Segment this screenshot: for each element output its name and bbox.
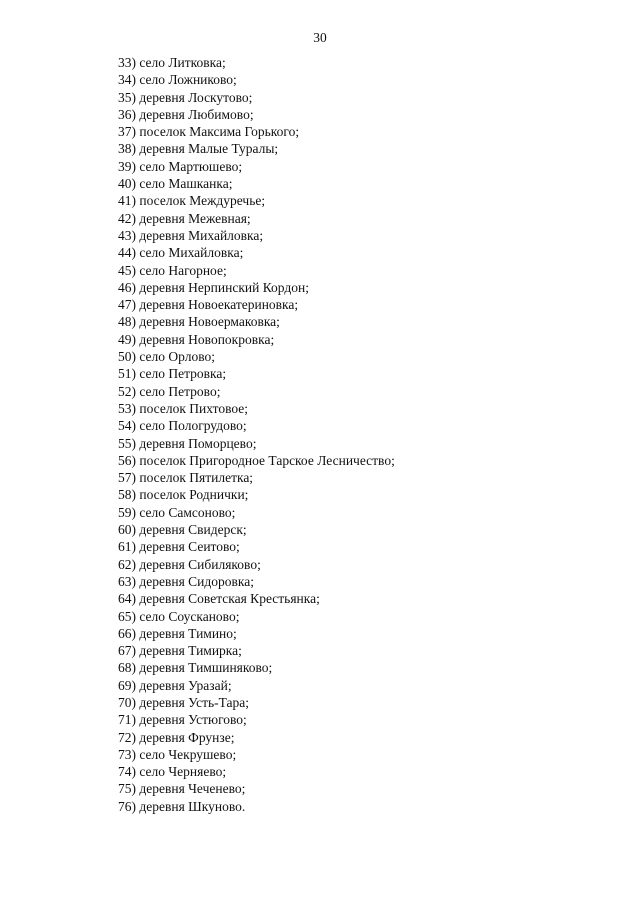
list-item: 75) деревня Чеченево;: [118, 781, 246, 797]
list-item: 46) деревня Нерпинский Кордон;: [118, 279, 309, 295]
list-item: 61) деревня Сеитово;: [118, 539, 240, 555]
list-item: 60) деревня Свидерск;: [118, 522, 247, 538]
page-number: 30: [313, 30, 327, 45]
list-item: 34) село Ложниково;: [118, 72, 237, 88]
list-item: 33) село Литковка;: [118, 55, 226, 70]
list-item: 68) деревня Тимшиняково;: [118, 660, 273, 676]
list-item: 37) поселок Максима Горького;: [118, 124, 300, 140]
list-item: 40) село Машканка;: [118, 176, 233, 192]
list-item: 67) деревня Тимирка;: [118, 643, 242, 659]
list-item: 59) село Самсоново;: [118, 504, 236, 520]
list-item: 39) село Мартюшево;: [118, 158, 243, 174]
list-item: 69) деревня Уразай;: [118, 677, 232, 693]
settlement-list: [118, 54, 395, 815]
list-item: 64) деревня Советская Крестьянка;: [118, 591, 320, 607]
list-item: 74) село Черняево;: [118, 764, 227, 780]
list-item: 51) село Петровка;: [118, 366, 227, 382]
list-item: 38) деревня Малые Туралы;: [118, 141, 279, 157]
list-item: 62) деревня Сибиляково;: [118, 556, 261, 572]
list-item: 76) деревня Шкуново.: [118, 798, 246, 814]
list-item: 58) поселок Роднички;: [118, 487, 249, 503]
list-item: 53) поселок Пихтовое;: [118, 400, 249, 416]
list-item: 54) село Пологрудово;: [118, 418, 247, 434]
list-item: 63) деревня Сидоровка;: [118, 573, 254, 589]
list-item: 65) село Соусканово;: [118, 608, 240, 624]
list-item: 45) село Нагорное;: [118, 262, 227, 278]
list-item: 36) деревня Любимово;: [118, 106, 254, 122]
list-item: 72) деревня Фрунзе;: [118, 729, 235, 745]
list-item: 56) поселок Пригородное Тарское Лесничество;: [118, 452, 395, 468]
list-item: 49) деревня Новопокровка;: [118, 331, 275, 347]
list-item: 71) деревня Устюгово;: [118, 712, 247, 728]
list-item: 73) село Чекрушево;: [118, 746, 237, 762]
list-item: 66) деревня Тимино;: [118, 625, 237, 641]
list-item: 70) деревня Усть-Тара;: [118, 694, 250, 710]
list-item: 42) деревня Межевная;: [118, 210, 251, 226]
list-item: 48) деревня Новоермаковка;: [118, 314, 280, 330]
list-item: 55) деревня Поморцево;: [118, 435, 257, 451]
list-item: 47) деревня Новоекатериновка;: [118, 297, 299, 313]
list-item: 44) село Михайловка;: [118, 245, 244, 261]
list-item: 57) поселок Пятилетка;: [118, 470, 254, 486]
list-item: 52) село Петрово;: [118, 383, 221, 399]
list-item: 41) поселок Междуречье;: [118, 193, 266, 209]
list-item: 43) деревня Михайловка;: [118, 227, 264, 243]
list-item: 50) село Орлово;: [118, 349, 215, 365]
list-item: 35) деревня Лоскутово;: [118, 89, 253, 105]
